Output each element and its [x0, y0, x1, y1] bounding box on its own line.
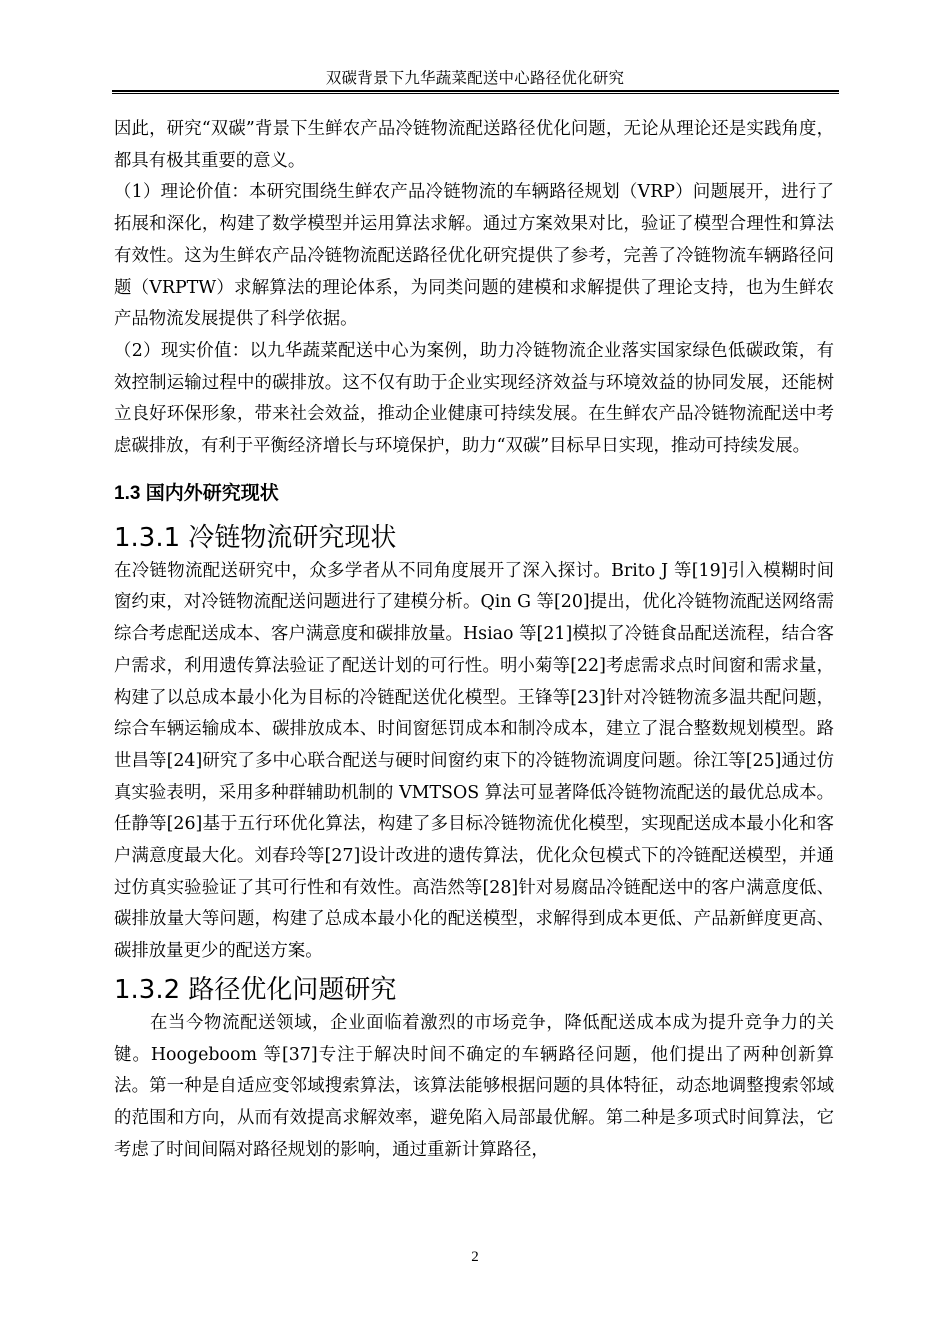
intro-paragraph: 因此，研究“双碳”背景下生鲜农产品冷链物流配送路径优化问题，无论从理论还是实践角度，都具有极其重要的意义。 [114, 119, 834, 171]
practical-value-paragraph: （2）现实价值：以九华蔬菜配送中心为案例，助力冷链物流企业落实国家绿色低碳政策，有效控制运输过程中的碳排放。这不仅有助于企业实现经济效益与环境效益的协同发展，还能树立良好环保形象，带来社会效益，推动企业健康可持续发展。在生鲜农产品冷链物流配送中考虑碳排放，有利于平衡经济增长与环境保护，助力“双碳”目标早日实现，推动可持续发展。 [114, 340, 834, 457]
section-heading-1-3-2: 1.3.2 路径优化问题研究 [114, 974, 397, 1005]
theory-value-paragraph: （1）理论价值：本研究围绕生鲜农产品冷链物流的车辆路径规划（VRP）问题展开，进行了拓展和深化，构建了数学模型并运用算法求解。通过方案效果对比，验证了模型合理性和算法有效性。这为生鲜农产品冷链物流配送路径优化研究提供了参考，完善了冷链物流车辆路径问题（VRPTW）求解算法的理论体系，为同类问题的建模和求解提供了理论支持，也为生鲜农产品物流发展提供了科学依据。 [114, 182, 834, 330]
route-optimization-paragraph: 在当今物流配送领域，企业面临着激烈的市场竞争，降低配送成本成为提升竞争力的关键。Hoogeboom 等[37]专注于解决时间不确定的车辆路径问题，他们提出了两种创新算法。第一种是自适应变邻域搜索算法，该算法能够根据问题的具体特征，动态地调整搜索邻域的范围和方向，从而有效提高求解效率，避免陷入局部最优解。第二种是多项式时间算法，它考虑了时间间隔对路径规划的影响，通过重新计算路径， [114, 1012, 834, 1160]
section-heading-1-3: 1.3 国内外研究现状 [114, 482, 279, 504]
cold-chain-research-paragraph: 在冷链物流配送研究中，众多学者从不同角度展开了深入探讨。Brito J 等[19]引入模糊时间窗约束，对冷链物流配送问题进行了建模分析。Qin G 等[20]提出，优化冷链物流配送网络需综合考虑配送成本、客户满意度和碳排放量。Hsiao 等[21]模拟了冷链食品配送流程，结合客户需求，利用遗传算法验证了配送计划的可行性。明小菊等[22]考虑需求点时间窗和需求量，构建了以总成本最小化为目标的冷链配送优化模型。王锋等[23]针对冷链物流多温共配问题，综合车辆运输成本、碳排放成本、时间窗惩罚成本和制冷成本，建立了混合整数规划模型。路世昌等[24]研究了多中心联合配送与硬时间窗约束下的冷链物流调度问题。徐江等[25]通过仿真实验表明，采用多种群辅助机制的 VMTSOS 算法可显著降低冷链物流配送的最优总成本。任静等[26]基于五行环优化算法，构建了多目标冷链物流优化模型，实现配送成本最小化和客户满意度最大化。刘春玲等[27]设计改进的遗传算法，优化众包模式下的冷链配送模型，并通过仿真实验验证了其可行性和有效性。高浩然等[28]针对易腐品冷链配送中的客户满意度低、碳排放量大等问题，构建了总成本最小化的配送模型，求解得到成本更低、产品新鲜度更高、碳排放量更少的配送方案。 [114, 560, 834, 962]
header-divider [112, 90, 839, 94]
running-header-title: 双碳背景下九华蔬菜配送中心路径优化研究 [325, 69, 625, 87]
page-number: 2 [471, 1249, 479, 1265]
section-heading-1-3-1: 1.3.1 冷链物流研究现状 [114, 522, 397, 553]
page-body [114, 114, 834, 1166]
